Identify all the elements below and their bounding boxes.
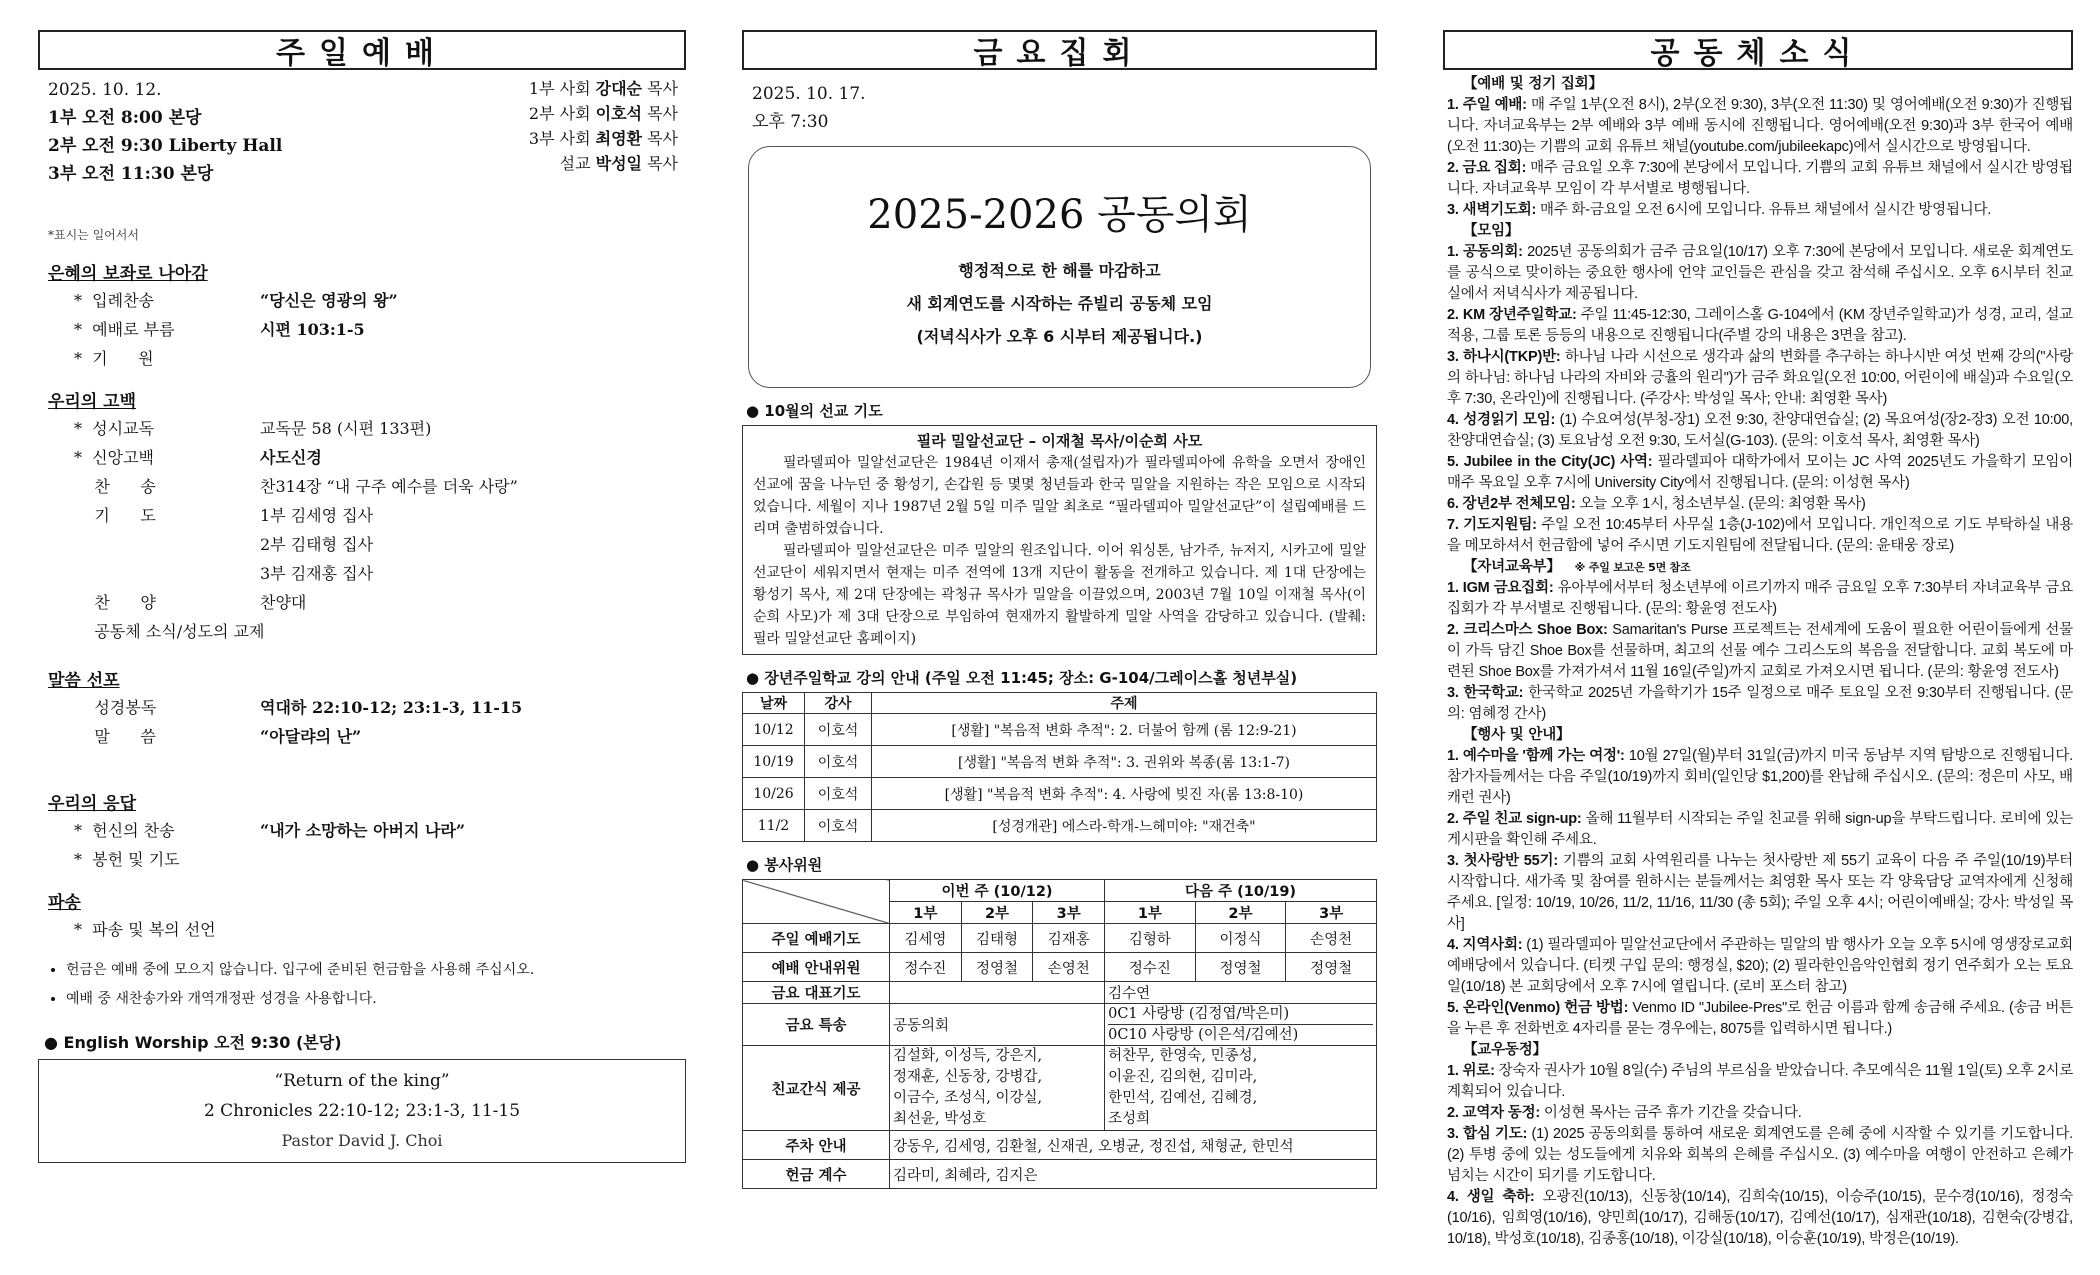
sermon-scripture: 2 Chronicles 22:10-12; 23:1-3, 11-15 xyxy=(203,1101,521,1121)
news-item-text: 기쁨의 교회 사역원리를 나누는 첫사랑반 제 55기 교육이 다음 주 주일(10/19)부터 시작합니다. 새가족 및 참여를 원하시는 분들께서는 최영환 목사 또는 각 양육담당 교역자에게 신청해주세요. [일정: 10/19, 10/26, 11/2, 11/16, 11/30 (총 5회); 주일 오후 4시; 어린이예배실; 강사: 박성일 목사] xyxy=(1447,853,2073,932)
volunteer-name: 정수진 xyxy=(1105,953,1196,982)
event-line: (저녁식사가 오후 6 시부터 제공됩니다.) xyxy=(916,327,1203,346)
officiant: 2부 사회 이호석 목사 xyxy=(528,104,678,123)
news-item-title: 1. 공동의회: xyxy=(1447,244,1523,260)
liturgy-row xyxy=(38,615,686,644)
liturgy-label: 찬 양 xyxy=(74,593,156,612)
snack-line: 정재훈, 신동창, 강병갑, xyxy=(893,1069,1043,1085)
volunteer-name: 김세영 xyxy=(890,924,962,953)
liturgy-label: 성경봉독 xyxy=(74,698,157,717)
liturgy-value: 2부 김태형 집사 xyxy=(260,535,374,554)
event-line: 행정적으로 한 해를 마감하고 xyxy=(958,261,1161,280)
news-item-title: 5. Jubilee in the City(JC) 사역: xyxy=(1447,454,1653,470)
mission-box xyxy=(742,425,1377,655)
news-item-text: 오늘 오후 1시, 청소년부실. (문의: 최영환 목사) xyxy=(1575,496,1866,512)
news-item xyxy=(1447,410,2073,452)
volunteer-name: 정영철 xyxy=(961,953,1033,982)
section-title: 은혜의 보좌로 나아감 xyxy=(48,264,208,284)
liturgy-label: * 헌신의 찬송 xyxy=(74,821,175,840)
news-section-title xyxy=(1463,221,2073,242)
volunteer-table xyxy=(742,879,1377,1189)
service-2: 2부 오전 9:30 Liberty Hall xyxy=(48,136,283,156)
liturgy-label: * 예배로 부름 xyxy=(74,320,175,339)
news-item-text: Venmo ID "Jubilee-Pres"로 헌금 이름과 함께 송금해 주세요. (송금 버튼을 누른 후 전화번호 4자리를 묻는 경우에는, 8075를 입력하시면 됩니다.) xyxy=(1447,1000,2073,1037)
news-body xyxy=(1443,74,2073,1250)
event-box xyxy=(748,146,1371,388)
lecture-topic: [생활] "복음적 변화 추적": 4. 사랑에 빚진 자(롬 13:8-10) xyxy=(872,778,1377,810)
news-item xyxy=(1447,809,2073,851)
news-item-title: 3. 하나시(TKP)반: xyxy=(1447,349,1561,365)
friday-meeting-column xyxy=(742,30,1377,1189)
news-section-title xyxy=(1463,557,2073,578)
news-item xyxy=(1447,347,2073,410)
news-item-title: 4. 성경읽기 모임: xyxy=(1447,412,1556,428)
news-item xyxy=(1447,746,2073,809)
service-3: 3부 오전 11:30 본당 xyxy=(48,164,214,184)
news-item-text: (1) 2025 공동의회를 통하여 새로운 회계연도를 은혜 중에 시작할 수 있기를 기도합니다. (2) 투병 중에 있는 성도들에게 치유와 회복의 은혜를 주십시오. (3) 예수마을 여행이 안전하고 은혜가 넘치는 시간이 되기를 기도합니다. xyxy=(1447,1126,2073,1184)
part-3: 3부 xyxy=(1286,902,1377,924)
news-item xyxy=(1447,998,2073,1040)
empty-cell xyxy=(890,982,1105,1004)
special-line: 0C10 사랑방 (이은석/김예선) xyxy=(1108,1024,1373,1045)
snack-line: 허찬무, 한영숙, 민종성, xyxy=(1108,1048,1258,1064)
fri-prayer-row xyxy=(743,982,1377,1004)
event-line: 새 회계연도를 시작하는 쥬빌리 공동체 모임 xyxy=(906,294,1213,313)
officiant: 3부 사회 최영환 목사 xyxy=(528,129,678,148)
news-item-text: (1) 수요여성(부청-장1) 오전 9:30, 찬양대연습실; (2) 목요여성(장2-장3) 오전 10:00, 찬양대연습실; (3) 토요남성 오전 9:30, 도서실(G-103). (문의: 이호석 목사, 최영환 목사) xyxy=(1447,412,2073,449)
liturgy-value: 3부 김재홍 집사 xyxy=(260,564,374,583)
news-item-title: 2. 크리스마스 Shoe Box: xyxy=(1447,622,1608,638)
news-section-title xyxy=(1463,725,2073,746)
liturgy-row xyxy=(38,691,686,720)
vol-header-row xyxy=(743,880,1377,902)
standing-note: *표시는 일어서서 xyxy=(48,228,139,242)
volunteer-name: 김태형 xyxy=(961,924,1033,953)
section-title: 말씀 선포 xyxy=(48,671,120,691)
liturgy-row xyxy=(38,913,686,942)
liturgy-value: 찬양대 xyxy=(260,593,307,612)
col-topic: 주제 xyxy=(872,693,1377,714)
community-news-column xyxy=(1443,30,2073,1250)
offering-row xyxy=(743,1160,1377,1189)
news-item-text: 올해 11월부터 시작되는 주일 친교를 위해 sign-up을 부탁드립니다. 로비에 있는 게시판을 확인해 주세요. xyxy=(1447,811,2073,848)
news-item-text: 필라델피아 대학가에서 모이는 JC 사역 2025년도 가을학기 모임이 매주 목요일 오후 7시에 University City에서 진행됩니다. (문의: 이성현 목사) xyxy=(1447,454,2073,491)
notice-bullets xyxy=(38,956,686,1014)
news-item-title: 4. 생일 축하: xyxy=(1447,1189,1535,1205)
liturgy-label: 공동체 소식/성도의 교제 xyxy=(74,622,265,641)
mission-title: 필라 밀알선교단 – 이재철 목사/이순희 사모 xyxy=(916,432,1203,450)
event-title: 2025-2026 공동의회 xyxy=(867,192,1252,238)
row-label: 헌금 계수 xyxy=(743,1160,890,1189)
news-item xyxy=(1447,935,2073,998)
news-item-text: 주일 오전 10:45부터 사무실 1층(J-102)에서 모입니다. 개인적으로 기도 부탁하실 내용을 메모하셔서 헌금함에 넣어 주시면 기도지원팀에 전달됩니다. (문의: 윤태웅 장로) xyxy=(1447,517,2073,554)
news-item xyxy=(1447,1103,2073,1124)
liturgy-value: 찬314장 “내 구주 예수를 더욱 사랑” xyxy=(260,477,518,496)
news-section-label: 【교우동정】 xyxy=(1463,1042,1547,1058)
liturgy-row xyxy=(38,528,686,557)
row-label: 주차 안내 xyxy=(743,1131,890,1160)
volunteer-heading: ● 봉사위원 xyxy=(746,856,823,874)
news-item xyxy=(1447,620,2073,683)
news-item-text: 한국학교 2025년 가을학기가 15주 일정으로 매주 토요일 오전 9:30부터 진행됩니다. (문의: 염혜정 간사) xyxy=(1447,685,2073,722)
row-label: 친교간식 제공 xyxy=(743,1046,890,1131)
part-2: 2부 xyxy=(961,902,1033,924)
community-news-header: 공동체소식 xyxy=(1443,30,2073,70)
lecture-row xyxy=(743,778,1377,810)
order-of-worship xyxy=(38,259,686,942)
lecture-speaker: 이호석 xyxy=(805,810,872,842)
lecture-speaker: 이호석 xyxy=(805,778,872,810)
diagonal-cell xyxy=(743,880,890,924)
volunteer-name: 정영철 xyxy=(1195,953,1286,982)
friday-meeting-header: 금요집회 xyxy=(742,30,1377,70)
news-item-text: 매주 금요일 오후 7:30에 본당에서 모입니다. 기쁨의 교회 유튜브 채널에서 실시간 방영됩니다. 자녀교육부 모임이 각 부서별로 병행됩니다. xyxy=(1447,160,2073,197)
parking-names: 강동우, 김세영, 김환철, 신재권, 오병균, 정진섭, 채형균, 한민석 xyxy=(890,1131,1377,1160)
lecture-row xyxy=(743,746,1377,778)
news-item-text: Samaritan's Purse 프로젝트는 전세계에 도움이 필요한 어린이들에게 선물이 가득 담긴 Shoe Box를 선물하며, 최고의 선물 예수 그리스도의 복음을 전달합니다. 교회 복도에 마련된 Shoe Box를 가져가셔서 11월 16일(주일)까지 교회로 가져오시면 됩니다. (문의: 황윤영 전도사) xyxy=(1447,622,2073,680)
part-1: 1부 xyxy=(890,902,962,924)
fri-special-next xyxy=(1105,1004,1377,1046)
news-item-text: 10월 27일(월)부터 31일(금)까지 미국 동남부 지역 탐방으로 진행됩니다. 참가자들께서는 다음 주일(10/19)까지 회비(일인당 $1,200)를 완납해 주십시오. (문의: 정은미 사모, 배캐런 권사) xyxy=(1447,748,2073,806)
officiant: 1부 사회 강대순 목사 xyxy=(528,79,678,98)
snack-line: 한민석, 김예선, 김혜경, xyxy=(1108,1090,1258,1106)
news-item xyxy=(1447,851,2073,935)
volunteer-name: 손영천 xyxy=(1033,953,1105,982)
section-title: 우리의 고백 xyxy=(48,392,137,412)
news-item-text: 주일 11:45-12:30, 그레이스홀 G-104에서 (KM 장년주일학교)가 성경, 교리, 설교 적용, 그룹 토론 등등의 내용으로 진행됩니다(주별 강의 내용은 3면을 참고). xyxy=(1447,307,2073,344)
service-times xyxy=(48,76,282,188)
news-item-title: 2. 금요 집회: xyxy=(1447,160,1527,176)
liturgy-value: “아달랴의 난” xyxy=(260,727,362,746)
news-item-title: 1. 주일 예배: xyxy=(1447,97,1527,113)
news-section-note: ※ 주일 보고은 5면 참조 xyxy=(1574,561,1691,574)
liturgy-row xyxy=(38,843,686,872)
snack-line: 조성희 xyxy=(1108,1111,1151,1127)
liturgy-label: * 입례찬송 xyxy=(74,291,154,310)
news-item xyxy=(1447,1061,2073,1103)
col-speaker: 강사 xyxy=(805,693,872,714)
sunday-worship-header: 주일예배 xyxy=(38,30,686,70)
news-item xyxy=(1447,95,2073,158)
section-title: 파송 xyxy=(48,893,81,913)
news-item-title: 1. 예수마을 '함께 가는 여정': xyxy=(1447,748,1625,764)
liturgy-row xyxy=(38,499,686,528)
snack-line: 김설화, 이성득, 강은지, xyxy=(893,1048,1043,1064)
news-item xyxy=(1447,158,2073,200)
lecture-row xyxy=(743,810,1377,842)
part-3: 3부 xyxy=(1033,902,1105,924)
news-item xyxy=(1447,452,2073,494)
special-line: 0C1 사랑방 (김정엽/박은미) xyxy=(1108,1006,1290,1022)
news-item xyxy=(1447,200,2073,221)
news-section-label: 【행사 및 안내】 xyxy=(1463,727,1571,743)
news-item-title: 7. 기도지원팀: xyxy=(1447,517,1537,533)
snack-line: 이윤진, 김의현, 김미라, xyxy=(1108,1069,1258,1085)
volunteer-name: 이정식 xyxy=(1195,924,1286,953)
news-item-title: 4. 지역사회: xyxy=(1447,937,1523,953)
lecture-date: 11/2 xyxy=(743,810,805,842)
news-section-label: 【모임】 xyxy=(1463,223,1520,239)
liturgy-value: 시편 103:1-5 xyxy=(260,320,365,339)
fri-prayer-name: 김수연 xyxy=(1105,982,1377,1004)
news-item-text: 오광진(10/13), 신동창(10/14), 김희숙(10/15), 이승주(10/15), 문수경(10/16), 정정숙(10/16), 임희영(10/16), 양민희(10/17), 김해동(10/17), 김예선(10/17), 심재관(10/18), 김현숙(강병갑, 10/18), 박성호(10/18), 김종홍(10/18), 이강실(10/18), 이승훈(10/19), 박정은(10/19). xyxy=(1447,1189,2073,1247)
preacher: 설교 박성일 목사 xyxy=(559,154,678,173)
news-item-title: 1. IGM 금요집회: xyxy=(1447,580,1554,596)
pastor-name: Pastor David J. Choi xyxy=(281,1131,443,1150)
news-section-title xyxy=(1463,74,2073,95)
news-section-label: 【자녀교육부】 xyxy=(1463,559,1561,575)
row-label: 예배 안내위원 xyxy=(743,953,890,982)
news-item-text: 하나님 나라 시선으로 생각과 삶의 변화를 추구하는 하나시반 여섯 번째 강의("사랑의 하나님: 하나님 나라의 자비와 긍휼의 원리")가 금주 화요일(오전 10:00, 어린이에 배실)과 수요일(오후 7:30, 온라인)에 진행됩니다. (주강사: 박성일 목사; 안내: 최영환 목사) xyxy=(1447,349,2073,407)
news-item-text: 매 주일 1부(오전 8시), 2부(오전 9:30), 3부(오전 11:30) 및 영어예배(오전 9:30)가 진행됩니다. 자녀교육부는 2부 예배와 3부 예배 동시에 진행됩니다. 영어예배(오전 9:30)과 3부 한국어 예배(오전 11:30)는 기쁨의 교회 유튜브 채널(youtube.com/jubileekapc)에서 실시간으로 방영됩니다. xyxy=(1447,97,2073,155)
liturgy-row xyxy=(38,284,686,313)
sermon-title: “Return of the king” xyxy=(274,1071,450,1091)
liturgy-value: 교독문 58 (시편 133편) xyxy=(260,419,432,438)
vol-row xyxy=(743,953,1377,982)
liturgy-value: 사도신경 xyxy=(260,448,322,467)
news-item xyxy=(1447,683,2073,725)
lecture-heading: ● 장년주일학교 강의 안내 (주일 오전 11:45; 장소: G-104/그레이스홀 청년부실) xyxy=(746,669,1298,687)
liturgy-row xyxy=(38,720,686,749)
news-item xyxy=(1447,1124,2073,1187)
liturgy-value: “내가 소망하는 아버지 나라” xyxy=(260,821,466,840)
news-section-label: 【예배 및 정기 집회】 xyxy=(1463,76,1603,92)
liturgy-label: * 봉헌 및 기도 xyxy=(74,850,180,869)
lecture-header-row xyxy=(743,693,1377,714)
col-date: 날짜 xyxy=(743,693,805,714)
news-item xyxy=(1447,578,2073,620)
news-item-text: 이성현 목사는 금주 휴가 기간을 갖습니다. xyxy=(1540,1105,1802,1121)
lecture-speaker: 이호석 xyxy=(805,746,872,778)
lecture-table xyxy=(742,692,1377,842)
volunteer-name: 김형하 xyxy=(1105,924,1196,953)
offering-notice: • 헌금은 예배 중에 모으지 않습니다. 입구에 준비된 헌금함을 사용해 주십시오. xyxy=(66,956,686,985)
snack-line: 최선윤, 박성호 xyxy=(893,1111,987,1127)
snack-this xyxy=(890,1046,1105,1131)
offering-names: 김라미, 최혜라, 김지은 xyxy=(890,1160,1377,1189)
this-week: 이번 주 (10/12) xyxy=(890,880,1105,902)
liturgy-row xyxy=(38,557,686,586)
worship-date: 2025. 10. 12. xyxy=(48,80,162,100)
row-label: 주일 예배기도 xyxy=(743,924,890,953)
volunteer-name: 김재홍 xyxy=(1033,924,1105,953)
liturgy-row xyxy=(38,441,686,470)
lecture-topic: [생활] "복음적 변화 추적": 3. 권위와 복종(롬 13:1-7) xyxy=(872,746,1377,778)
news-item-text: 유아부에서부터 청소년부에 이르기까지 매주 금요일 오후 7:30부터 자녀교육부 금요집회가 각 부서별로 진행됩니다. (문의: 황윤영 전도사) xyxy=(1447,580,2073,617)
news-item-title: 2. KM 장년주일학교: xyxy=(1447,307,1577,323)
liturgy-label: * 파송 및 복의 선언 xyxy=(74,920,216,939)
part-1: 1부 xyxy=(1105,902,1196,924)
liturgy-value: 역대하 22:10-12; 23:1-3, 11-15 xyxy=(260,698,523,717)
news-item-text: 2025년 공동의회가 금주 금요일(10/17) 오후 7:30에 본당에서 모입니다. 새로운 회계연도를 공식으로 맞이하는 중요한 행사에 언약 교인들은 관심을 갖고 참석해 주십시오. 오후 6시부터 친교실에서 저녁식사가 제공됩니다. xyxy=(1447,244,2073,302)
liturgy-label: * 성시교독 xyxy=(74,419,154,438)
bible-notice: • 예배 중 새찬송가와 개역개정판 성경을 사용합니다. xyxy=(66,985,686,1014)
sunday-worship-column xyxy=(38,30,686,1163)
news-item-title: 5. 온라인(Venmo) 헌금 방법: xyxy=(1447,1000,1629,1016)
news-item xyxy=(1447,305,2073,347)
mission-paragraph: 필라델피아 밀알선교단은 1984년 이재서 총재(설립자)가 필라델피아에 유학을 오면서 장애인 선교에 꿈을 나누던 중 황성기, 손갑원 등 몇몇 청년들과 한국 밀알을 지원하는 작은 모임으로 시작되었습니다. 세월이 지나 1987년 2월 5일 미주 밀알 최초로 “필라델피아 밀알선교단”이 설립예배를 드리며 출범하였습니다. xyxy=(753,455,1366,537)
volunteer-name: 손영천 xyxy=(1286,924,1377,953)
volunteer-name: 정영철 xyxy=(1286,953,1377,982)
service-1: 1부 오전 8:00 본당 xyxy=(48,108,202,128)
liturgy-row xyxy=(38,814,686,843)
news-item xyxy=(1447,1187,2073,1250)
news-item-text: (1) 필라델피아 밀알선교단에서 주관하는 밀알의 밤 행사가 오늘 오후 5시에 영생장로교회 예배당에서 있습니다. (티켓 구입 문의: 행정실, $20); (2) 필라한인음악인협회 정기 연주회가 오는 토요일(10/18) 본 교회당에서 오후 7시에 열립니다. (로비 포스터 참고) xyxy=(1447,937,2073,995)
friday-time: 오후 7:30 xyxy=(752,112,829,132)
liturgy-value: 1부 김세영 집사 xyxy=(260,506,374,525)
news-item xyxy=(1447,494,2073,515)
fri-special-this: 공동의회 xyxy=(890,1004,1105,1046)
news-item-text: 매주 화-금요일 오전 6시에 모입니다. 유튜브 채널에서 실시간 방영됩니다. xyxy=(1536,202,1992,218)
english-worship-box xyxy=(38,1059,686,1163)
friday-date xyxy=(752,80,1377,136)
part-2: 2부 xyxy=(1195,902,1286,924)
event-description xyxy=(749,254,1370,353)
snack-row xyxy=(743,1046,1377,1131)
mission-prayer-heading: ● 10월의 선교 기도 xyxy=(746,402,883,420)
vol-row xyxy=(743,924,1377,953)
lecture-topic: [성경개관] 에스라-학개-느헤미야: "재건축" xyxy=(872,810,1377,842)
news-item xyxy=(1447,515,2073,557)
liturgy-row xyxy=(38,342,686,371)
liturgy-row xyxy=(38,313,686,342)
lecture-topic: [생활] "복음적 변화 추적": 2. 더불어 함께 (롬 12:9-21) xyxy=(872,714,1377,746)
news-section-title xyxy=(1463,1040,2073,1061)
news-item-title: 3. 첫사랑반 55기: xyxy=(1447,853,1558,869)
lecture-row xyxy=(743,714,1377,746)
friday-date-text: 2025. 10. 17. xyxy=(752,84,866,104)
liturgy-label: 기 도 xyxy=(74,506,156,525)
english-worship-heading: ● English Worship 오전 9:30 (본당) xyxy=(44,1033,342,1052)
section-title: 우리의 응답 xyxy=(48,794,137,814)
liturgy-row xyxy=(38,586,686,615)
news-item-title: 3. 합심 기도: xyxy=(1447,1126,1528,1142)
liturgy-value: “당신은 영광의 왕” xyxy=(260,291,398,310)
liturgy-label: * 기 원 xyxy=(74,349,154,368)
news-item-title: 6. 장년2부 전체모임: xyxy=(1447,496,1576,512)
news-item-title: 2. 교역자 동정: xyxy=(1447,1105,1541,1121)
snack-line: 이금수, 조성식, 이강실, xyxy=(893,1090,1043,1106)
volunteer-name: 정수진 xyxy=(890,953,962,982)
next-week: 다음 주 (10/19) xyxy=(1105,880,1377,902)
mission-paragraph: 필라델피아 밀알선교단은 미주 밀알의 원조입니다. 이어 워싱톤, 남가주, 뉴저지, 시카고에 밀알선교단이 세워지면서 현재는 미주 전역에 13개 지단이 활동을 전개하고 있습니다. 제 1대 단장에는 황성기 목사, 제 2대 단장에는 곽청규 목사가 밀알을 이끌었으며, 2003년 7월 10일 이재철 목사(이순희 사모)가 제 3대 단장으로 부임하여 현재까지 활발하게 밀알 사역을 감당하고 있습니다. (발췌: 필라 밀알선교단 홈페이지) xyxy=(753,543,1366,647)
snack-next xyxy=(1105,1046,1377,1131)
lecture-date: 10/26 xyxy=(743,778,805,810)
news-item-title: 3. 새벽기도회: xyxy=(1447,202,1537,218)
liturgy-label: 말 씀 xyxy=(74,727,156,746)
lecture-date: 10/19 xyxy=(743,746,805,778)
liturgy-label: 찬 송 xyxy=(74,477,156,496)
officiant-list xyxy=(529,76,678,176)
news-item xyxy=(1447,242,2073,305)
fri-special-row xyxy=(743,1004,1377,1046)
liturgy-row xyxy=(38,470,686,499)
liturgy-row xyxy=(38,412,686,441)
lecture-date: 10/12 xyxy=(743,714,805,746)
news-item-text: 장숙자 권사가 10월 8일(수) 주님의 부르심을 받았습니다. 추모예식은 11월 1일(토) 오후 2시로 계획되어 있습니다. xyxy=(1447,1063,2074,1100)
news-item-title: 2. 주일 친교 sign-up: xyxy=(1447,811,1582,827)
row-label: 금요 대표기도 xyxy=(743,982,890,1004)
service-info xyxy=(38,76,686,226)
news-item-title: 1. 위로: xyxy=(1447,1063,1495,1079)
news-item-title: 3. 한국학교: xyxy=(1447,685,1524,701)
row-label: 금요 특송 xyxy=(743,1004,890,1046)
lecture-speaker: 이호석 xyxy=(805,714,872,746)
liturgy-label: * 신앙고백 xyxy=(74,448,154,467)
parking-row xyxy=(743,1131,1377,1160)
